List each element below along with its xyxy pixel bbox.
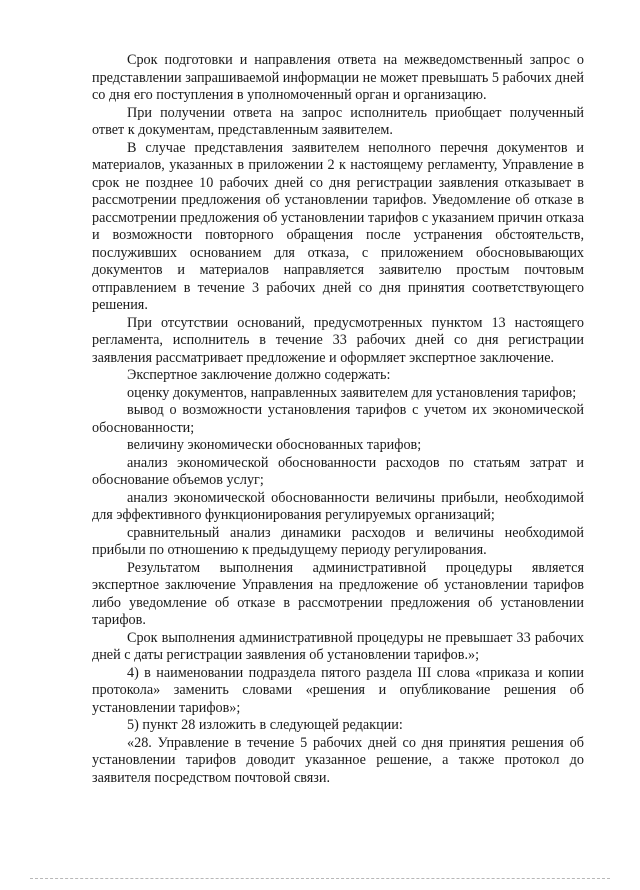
paragraph-no-grounds: При отсутствии оснований, предусмотренных пунктом 13 настоящего регламента, исполнитель в течение 33 рабочих дней со дня регистрации заявления рассматривает предложение и оформляет экспертное заключение. bbox=[92, 314, 584, 366]
paragraph-clause-28: «28. Управление в течение 5 рабочих дней со дня принятия решения об установлении тарифов доводит указанное решение, а также протокол до заявителя посредством почтовой связи. bbox=[92, 734, 584, 786]
paragraph-incomplete-documents: В случае представления заявителем неполного перечня документов и материалов, указанных в приложении 2 к настоящему регламенту, Управление в срок не позднее 10 рабочих дней со дня регистрации заявления отказывает в рассмотрении предложения об установлении тарифов. Уведомление об отказе в рассмотрении предложения об установлении тарифов с указанием причин отказа и возможности повторного обращения после устранения обстоятельств, послуживших основанием для отказа, с приложением обосновывающих документов и материалов направляется заявителю простым почтовым отправлением в течение 3 рабочих дней со дня принятия соответствующего решения. bbox=[92, 139, 584, 313]
document-page bbox=[92, 52, 584, 787]
list-item-document-assessment: оценку документов, направленных заявителем для установления тарифов; bbox=[127, 384, 577, 401]
paragraph-response-deadline: Срок подготовки и направления ответа на межведомственный запрос о представлении запрашиваемой информации не может превышать 5 рабочих дней со дня его поступления в уполномоченный орган и организацию. bbox=[92, 52, 584, 103]
list-item-cost-analysis: анализ экономической обоснованности расходов по статьям затрат и обоснование объемов услуг; bbox=[92, 454, 584, 488]
list-item-comparative-analysis: сравнительный анализ динамики расходов и величины необходимой прибыли по отношению к предыдущему периоду регулирования. bbox=[92, 524, 584, 558]
paragraph-response-attach: При получении ответа на запрос исполнитель приобщает полученный ответ к документам, представленным заявителем. bbox=[92, 104, 584, 138]
paragraph-amendment-4: 4) в наименовании подраздела пятого раздела III слова «приказа и копии протокола» заменить словами «решения и опубликование решения об установлении тарифов»; bbox=[92, 664, 584, 716]
paragraph-amendment-5: 5) пункт 28 изложить в следующей редакции: bbox=[127, 717, 403, 733]
list-item-profit-analysis: анализ экономической обоснованности величины прибыли, необходимой для эффективного функционирования регулируемых организаций; bbox=[92, 489, 584, 523]
list-item-tariff-value: величину экономически обоснованных тарифов; bbox=[127, 437, 422, 453]
paragraph-conclusion-contents: Экспертное заключение должно содержать: bbox=[127, 367, 391, 383]
paragraph-procedure-duration: Срок выполнения административной процедуры не превышает 33 рабочих дней с даты регистрации заявления об установлении тарифов.»; bbox=[92, 629, 584, 663]
paragraph-procedure-result: Результатом выполнения административной процедуры является экспертное заключение Управления на предложение об установлении тарифов либо уведомление об отказе в рассмотрении предложения об установлении тарифов. bbox=[92, 559, 584, 628]
page-bottom-rule bbox=[30, 878, 610, 879]
list-item-conclusion-possibility: вывод о возможности установления тарифов с учетом их экономической обоснованности; bbox=[92, 402, 584, 436]
